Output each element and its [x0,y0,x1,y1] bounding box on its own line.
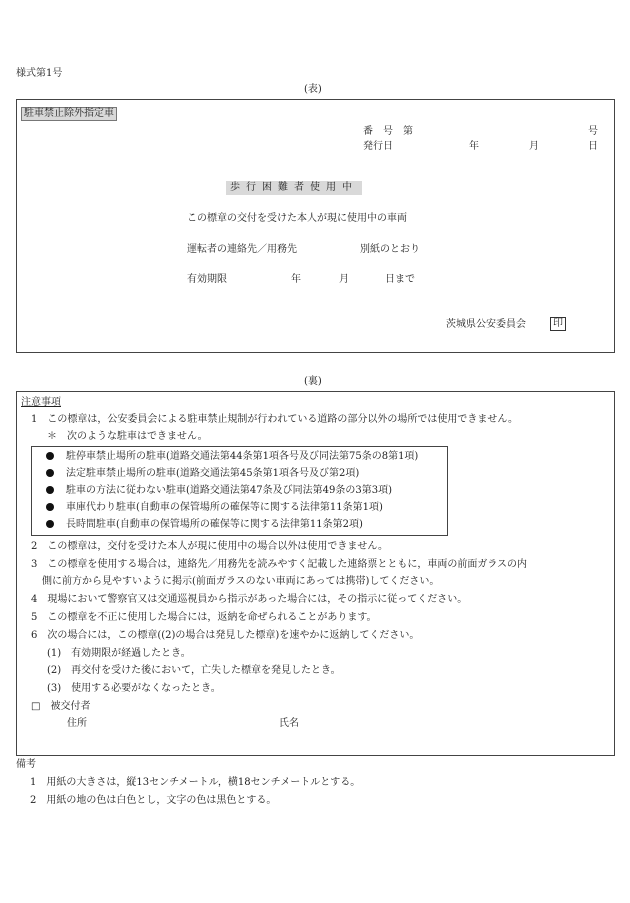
walking-difficulty-badge: 歩行困難者使用中 [226,181,362,195]
remarks-line-1: 1 用紙の大きさは，縦13センチメートル，横18センチメートルとする。 [30,777,361,788]
recipient-label: □ 被交付者 [31,701,91,712]
usage-line: この標章の交付を受けた本人が現に使用中の車両 [187,213,407,224]
notice-item-5: 5 この標章を不正に使用した場合には，返納を命ぜられることがあります。 [31,612,377,623]
list-item: 法定駐車禁止場所の駐車(道路交通法第45条第1項各号及び第2項) [46,468,359,480]
list-item: 長時間駐車(自動車の保管場所の確保等に関する法律第11条第2項) [46,519,363,531]
notice-item-3-line2: 側に前方から見やすいように掲示(前面ガラスのない車両にあっては携帯)してください。 [42,576,440,587]
back-card [16,391,615,756]
notice-title: 注意事項 [21,397,61,408]
form-number: 様式第1号 [16,68,63,79]
list-item: 車庫代わり駐車(自動車の保管場所の確保等に関する法律第11条第1項) [46,502,383,514]
number-suffix: 号 [588,126,598,137]
bullet-icon [46,503,54,511]
notice-item-4: 4 現場において警察官又は交通巡視員から指示があった場合には，その指示に従ってください。 [31,594,468,605]
bullet-icon [46,486,54,494]
issue-month: 月 [529,141,539,152]
issuer-name: 茨城県公安委員会 [446,319,526,330]
notice-item-6-sub-2: (2) 再交付を受けた後において，亡失した標章を発見したとき。 [47,665,341,676]
list-item: 駐停車禁止場所の駐車(道路交通法第44条第1項各号及び同法第75条の8第1項) [46,451,418,463]
validity-until: 日まで [385,274,415,285]
issue-date-label: 発行日 [363,141,393,152]
notice-item-6: 6 次の場合には，この標章((2)の場合は発見した標章)を速やかに返納してください。 [31,630,420,641]
number-label: 番 号 第 [363,126,413,137]
issue-day: 日 [588,141,598,152]
validity-label: 有効期限 [187,274,227,285]
seal-mark: 印 [550,317,566,331]
issue-year: 年 [469,141,479,152]
notice-item-6-sub-3: (3) 使用する必要がなくなったとき。 [47,683,221,694]
front-card [16,99,615,353]
bullet-icon [46,452,54,460]
notice-item-1-sub: ＊ 次のような駐車はできません。 [47,431,208,442]
name-label: 氏名 [279,718,299,729]
prohibited-list [31,446,448,536]
front-side-label: (表) [304,84,322,95]
bullet-icon [46,520,54,528]
list-item: 駐車の方法に従わない駐車(道路交通法第47条及び同法第49条の3第3項) [46,485,392,497]
driver-contact-value: 別紙のとおり [360,244,420,255]
validity-month: 月 [339,274,349,285]
validity-year: 年 [291,274,301,285]
back-side-label: (裏) [304,376,322,387]
driver-contact-label: 運転者の連絡先／用務先 [187,244,297,255]
remarks-line-2: 2 用紙の地の色は白色とし，文字の色は黒色とする。 [30,795,277,806]
notice-item-1: 1 この標章は，公安委員会による駐車禁止規制が行われている道路の部分以外の場所では使用できません。 [31,414,518,425]
title-badge: 駐車禁止除外指定車 [21,107,117,121]
address-label: 住所 [67,718,87,729]
notice-item-3-line1: 3 この標章を使用する場合は，連絡先／用務先を読みやすく記載した連絡票とともに，車両の前面ガラスの内 [31,559,528,570]
notice-item-2: 2 この標章は，交付を受けた本人が現に使用中の場合以外は使用できません。 [31,541,388,552]
remarks-title: 備考 [16,759,36,770]
bullet-icon [46,469,54,477]
notice-item-6-sub-1: (1) 有効期限が経過したとき。 [47,648,191,659]
